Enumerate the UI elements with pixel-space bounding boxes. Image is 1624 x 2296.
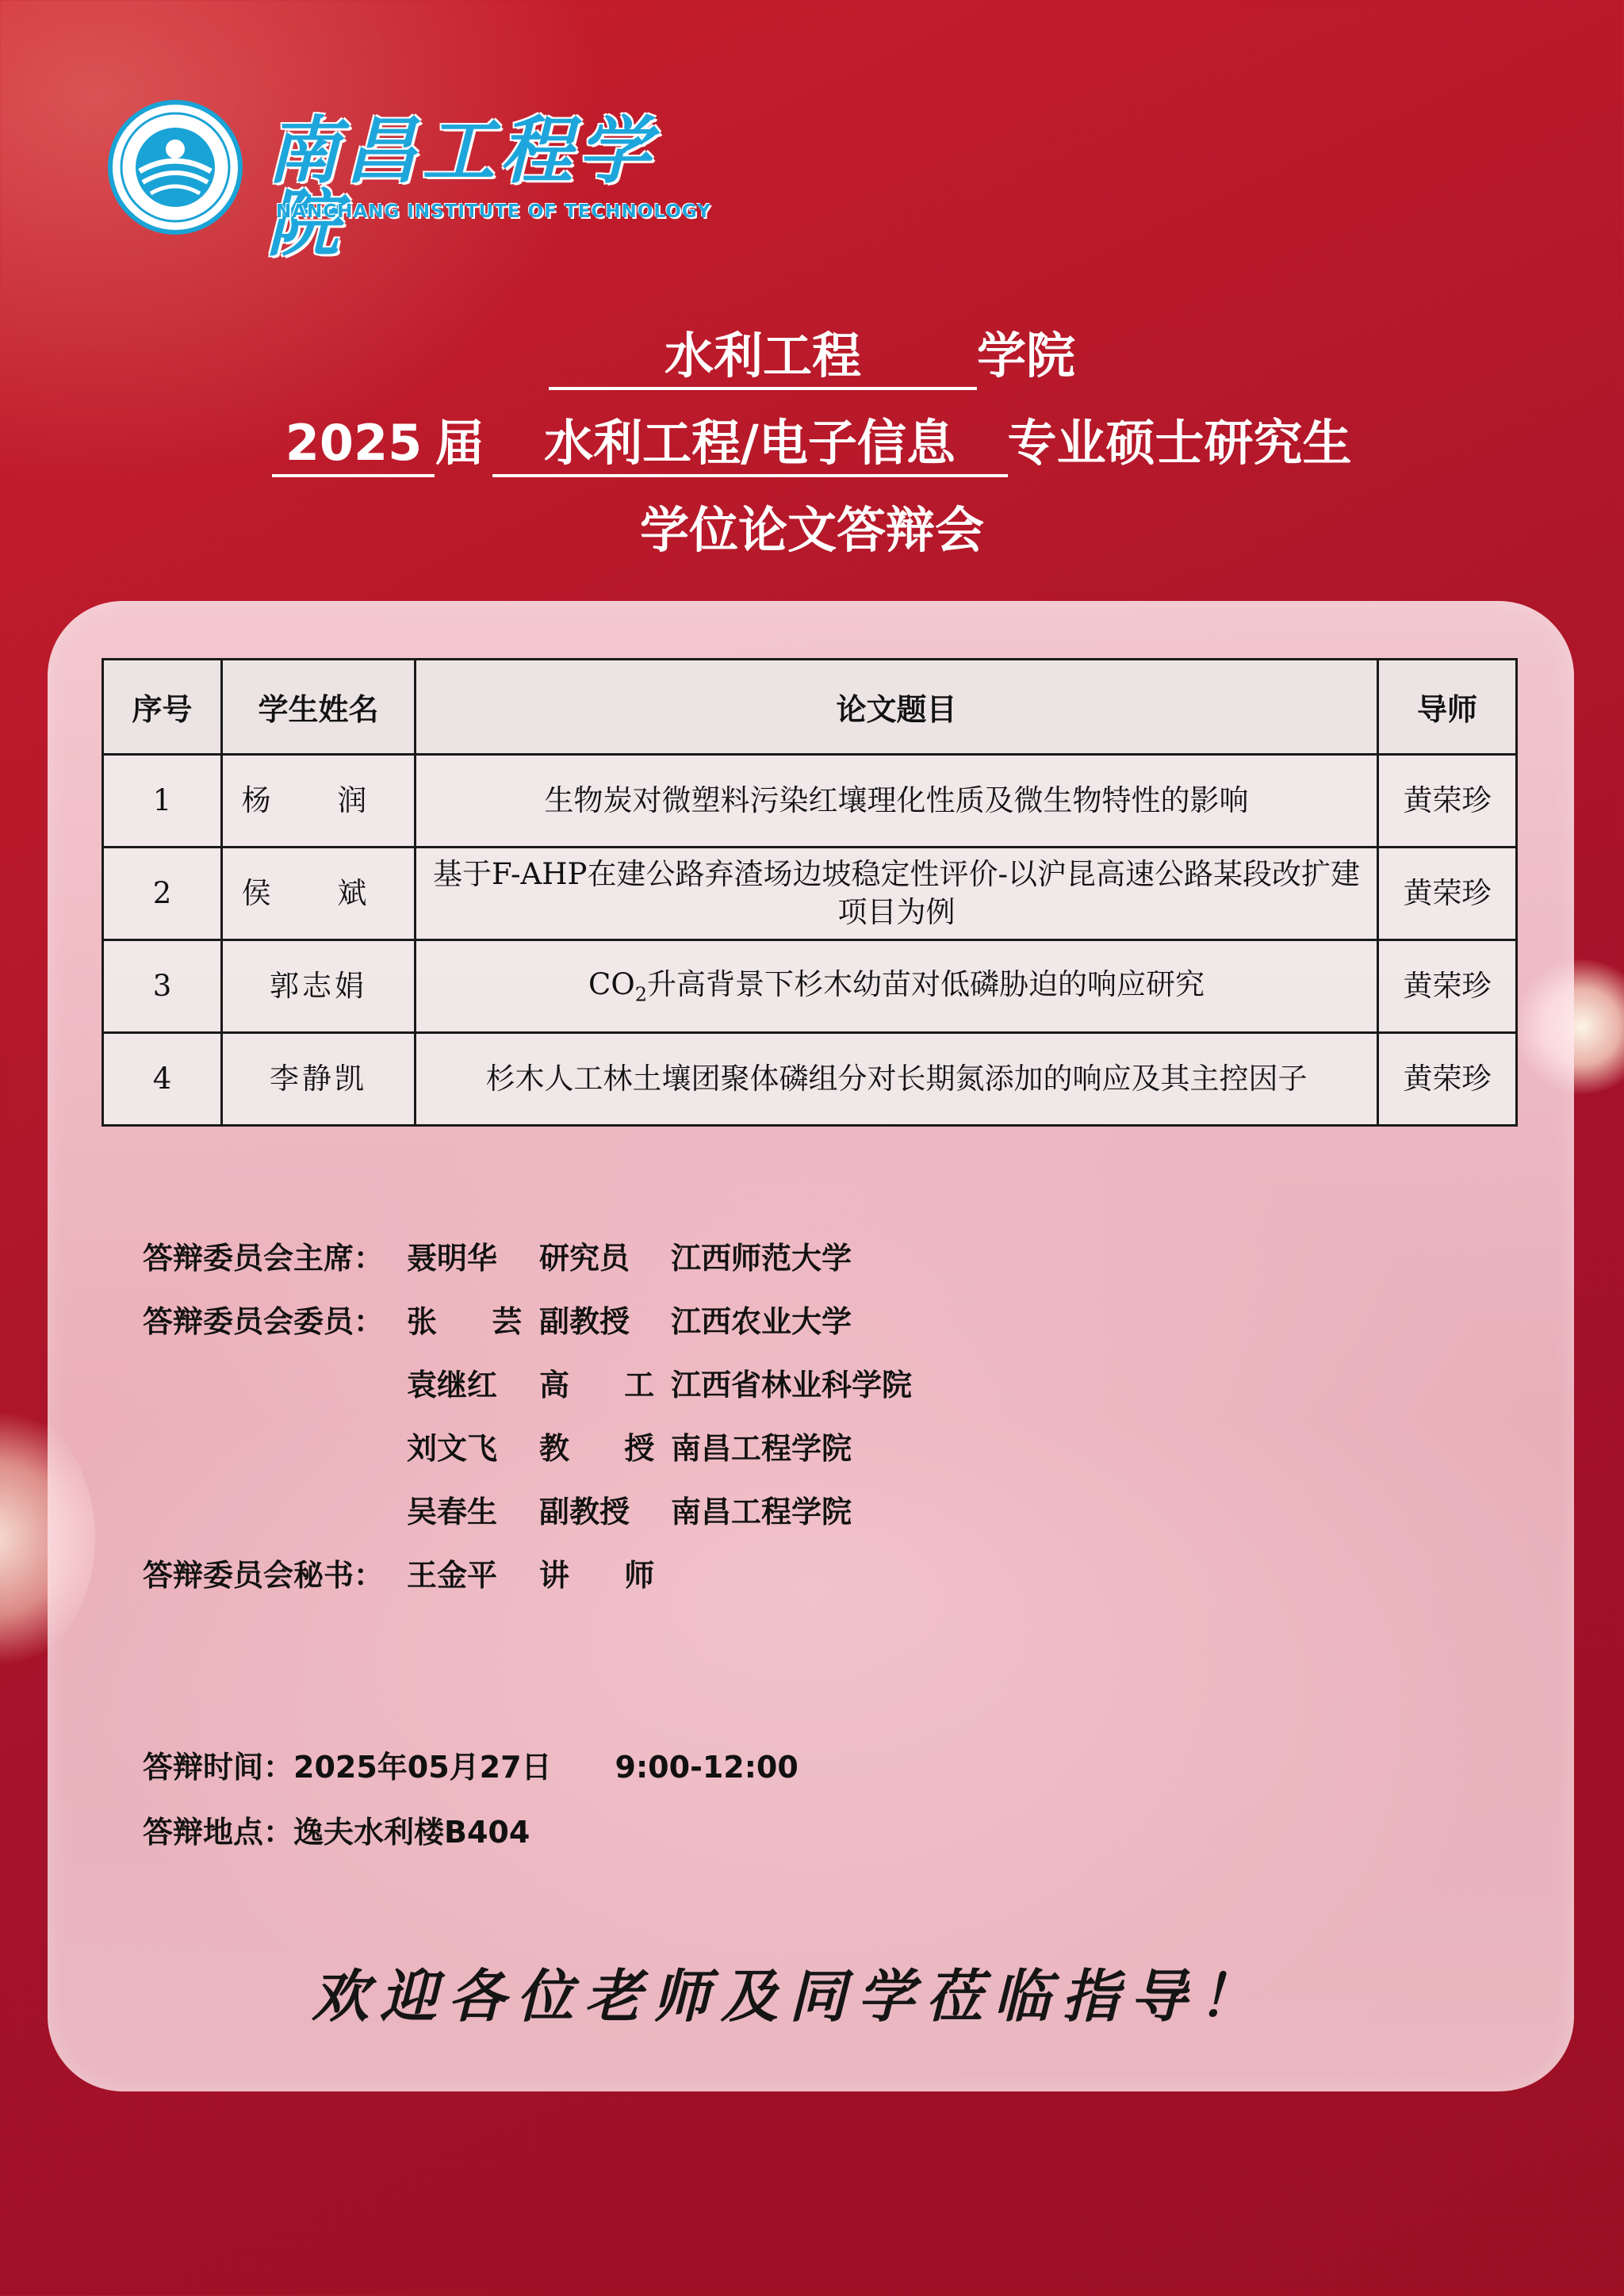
secretary-title: 讲 师 — [539, 1558, 677, 1593]
table-row — [103, 1033, 1517, 1126]
member-name: 袁继红 — [407, 1368, 498, 1402]
degree-suffix: 专业硕士研究生 — [1007, 414, 1352, 472]
welcome-message: 欢迎各位老师及同学莅临指导！ — [311, 1962, 1266, 2030]
row-student: 李静凯 — [222, 1033, 416, 1126]
row-title: 杉木人工林土壤团聚体磷组分对长期氮添加的响应及其主控因子 — [416, 1033, 1378, 1126]
cohort-year-suffix: 届 — [435, 414, 485, 472]
cohort-year: 2025 — [272, 419, 435, 477]
row-no: 2 — [103, 848, 222, 940]
secretary-label: 答辩委员会秘书： — [143, 1558, 385, 1593]
thesis-table — [102, 658, 1518, 1127]
row-student: 杨 润 — [222, 755, 416, 848]
school-logo — [108, 100, 711, 266]
defense-place: 逸夫水利楼B404 — [293, 1815, 530, 1850]
member-title: 教 授 — [539, 1431, 677, 1466]
event-title: 学位论文答辩会 — [639, 501, 984, 559]
school-name-cn: 南昌工程学院 — [266, 108, 656, 266]
defense-place-row — [143, 1808, 799, 1873]
header-student: 学生姓名 — [222, 660, 416, 755]
row-no: 1 — [103, 755, 222, 848]
member-org: 江西省林业科学院 — [671, 1368, 913, 1402]
row-title — [416, 940, 1378, 1033]
member-org: 江西农业大学 — [671, 1304, 852, 1339]
row-title: 生物炭对微塑料污染红壤理化性质及微生物特性的影响 — [416, 755, 1378, 848]
row-advisor: 黄荣珍 — [1378, 1033, 1517, 1126]
college-suffix: 学院 — [976, 327, 1075, 385]
member-name: 刘文飞 — [407, 1431, 498, 1466]
chair-name: 聂明华 — [407, 1241, 498, 1276]
title-subscript: 2 — [634, 983, 647, 1006]
title-prefix: CO — [588, 966, 635, 1001]
table-row — [103, 755, 1517, 848]
member-name: 张 芸 — [407, 1304, 545, 1339]
member-org: 南昌工程学院 — [671, 1494, 852, 1529]
defense-time-row — [143, 1743, 799, 1808]
row-advisor: 黄荣珍 — [1378, 755, 1517, 848]
row-no: 4 — [103, 1033, 222, 1126]
defense-hours: 9:00-12:00 — [615, 1750, 799, 1785]
member-title: 高 工 — [539, 1368, 677, 1402]
cohort-title — [0, 414, 1624, 477]
school-emblem-icon — [108, 100, 243, 235]
row-no: 3 — [103, 940, 222, 1033]
major-name: 水利工程/电子信息 — [492, 419, 1008, 477]
chair-org: 江西师范大学 — [671, 1241, 852, 1276]
member-label: 答辩委员会委员： — [143, 1304, 385, 1339]
college-title — [0, 327, 1624, 390]
table-header-row — [103, 660, 1517, 755]
header-advisor: 导师 — [1378, 660, 1517, 755]
title-rest: 升高背景下杉木幼苗对低磷胁迫的响应研究 — [646, 966, 1205, 1001]
row-advisor: 黄荣珍 — [1378, 848, 1517, 940]
schedule-info — [143, 1743, 799, 1873]
member-org: 南昌工程学院 — [671, 1431, 852, 1466]
chair-label: 答辩委员会主席： — [143, 1241, 385, 1276]
table-row — [103, 848, 1517, 940]
member-title: 副教授 — [539, 1494, 630, 1529]
secretary-name: 王金平 — [407, 1558, 498, 1593]
row-advisor: 黄荣珍 — [1378, 940, 1517, 1033]
chair-title: 研究员 — [539, 1241, 630, 1276]
header-no: 序号 — [103, 660, 222, 755]
time-label: 答辩时间： — [143, 1750, 294, 1785]
table-row — [103, 940, 1517, 1033]
row-student: 郭志娟 — [222, 940, 416, 1033]
defense-date: 2025年05月27日 — [293, 1750, 552, 1785]
member-title: 副教授 — [539, 1304, 630, 1339]
row-student: 侯 斌 — [222, 848, 416, 940]
school-name-en: NANCHANG INSTITUTE OF TECHNOLOGY — [276, 201, 711, 222]
member-name: 吴春生 — [407, 1494, 498, 1529]
row-title: 基于F-AHP在建公路弃渣场边坡稳定性评价-以沪昆高速公路某段改扩建项目为例 — [416, 848, 1378, 940]
header-title: 论文题目 — [416, 660, 1378, 755]
college-name: 水利工程 — [549, 331, 977, 390]
place-label: 答辩地点： — [143, 1815, 294, 1850]
